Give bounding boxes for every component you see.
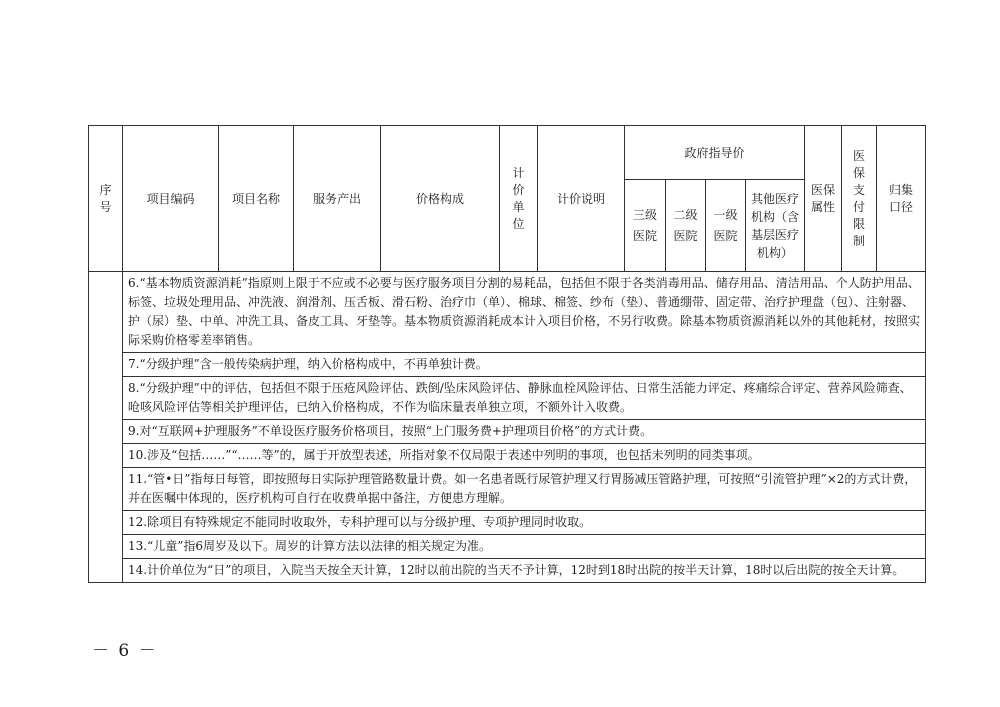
- page-number: － 6 －: [92, 641, 158, 661]
- note-item: 10.涉及“包括……”“……等”的，属于开放型表述，所指对象不仅局限于表述中列明的事项，也包括未列明的同类事项。: [123, 444, 925, 468]
- header-level2: 二级医院: [666, 180, 706, 272]
- notes-row: [89, 272, 926, 583]
- header-seq: 序号: [89, 126, 123, 272]
- header-output: 服务产出: [294, 126, 381, 272]
- header-caliber: 归集口径: [877, 126, 926, 272]
- header-insurance-limit: 医保支付限制: [842, 126, 877, 272]
- header-other-institutions: 其他医疗机构（含基层医疗机构）: [746, 180, 805, 272]
- note-item: 11.“管•日”指每日每管，即按照每日实际护理管路数量计费。如一名患者既行尿管护理又行胃肠减压管路护理，可按照“引流管护理”×2的方式计费，并在医嘱中体现的，医疗机构可自行在收费单据中备注，方便患方理解。: [123, 468, 925, 511]
- header-code: 项目编码: [123, 126, 219, 272]
- header-gov-price: 政府指导价: [625, 126, 805, 180]
- notes-left-blank: [89, 272, 123, 583]
- header-insurance-attr: 医保属性: [805, 126, 842, 272]
- header-unit: 计价单位: [500, 126, 538, 272]
- note-item: 13.“儿童”指6周岁及以下。周岁的计算方法以法律的相关规定为准。: [123, 535, 925, 559]
- note-item: 14.计价单位为“日”的项目，入院当天按全天计算，12时以前出院的当天不予计算，12时到18时出院的按半天计算，18时以后出院的按全天计算。: [128, 563, 905, 577]
- note-item: 9.对“互联网+护理服务”不单设医疗服务价格项目，按照“上门服务费+护理项目价格”的方式计费。: [123, 420, 925, 444]
- header-pricing-note: 计价说明: [538, 126, 625, 272]
- note-item: 12.除项目有特殊规定不能同时收取外，专科护理可以与分级护理、专项护理同时收取。: [123, 511, 925, 535]
- header-name: 项目名称: [219, 126, 294, 272]
- header-price-composition: 价格构成: [381, 126, 500, 272]
- header-level3: 三级医院: [625, 180, 666, 272]
- note-item: 7.“分级护理”含一般传染病护理，纳入价格构成中，不再单独计费。: [123, 353, 925, 377]
- header-level1: 一级医院: [706, 180, 746, 272]
- price-table: [88, 125, 926, 583]
- notes-cell: [123, 272, 926, 583]
- note-item: 6.“基本物质资源消耗”指原则上限于不应或不必要与医疗服务项目分割的易耗品，包括但不限于各类消毒用品、储存用品、清洁用品、个人防护用品、标签、垃圾处理用品、冲洗液、润滑剂、压舌板、滑石粉、治疗巾（单）、棉球、棉签、纱布（垫）、普通绷带、固定带、治疗护理盘（包）、注射器、护（尿）垫、中单、冲洗工具、备皮工具、牙垫等。基本物质资源消耗成本计入项目价格，不另行收费。除基本物质资源消耗以外的其他耗材，按照实际采购价格零差率销售。: [123, 272, 925, 353]
- note-item: 8.“分级护理”中的评估，包括但不限于压疮风险评估、跌倒/坠床风险评估、静脉血栓风险评估、日常生活能力评定、疼痛综合评定、营养风险筛查、呛咳风险评估等相关护理评估，已纳入价格构成，不作为临床量表单独立项，不额外计入收费。: [123, 377, 925, 420]
- header-row: [89, 126, 926, 180]
